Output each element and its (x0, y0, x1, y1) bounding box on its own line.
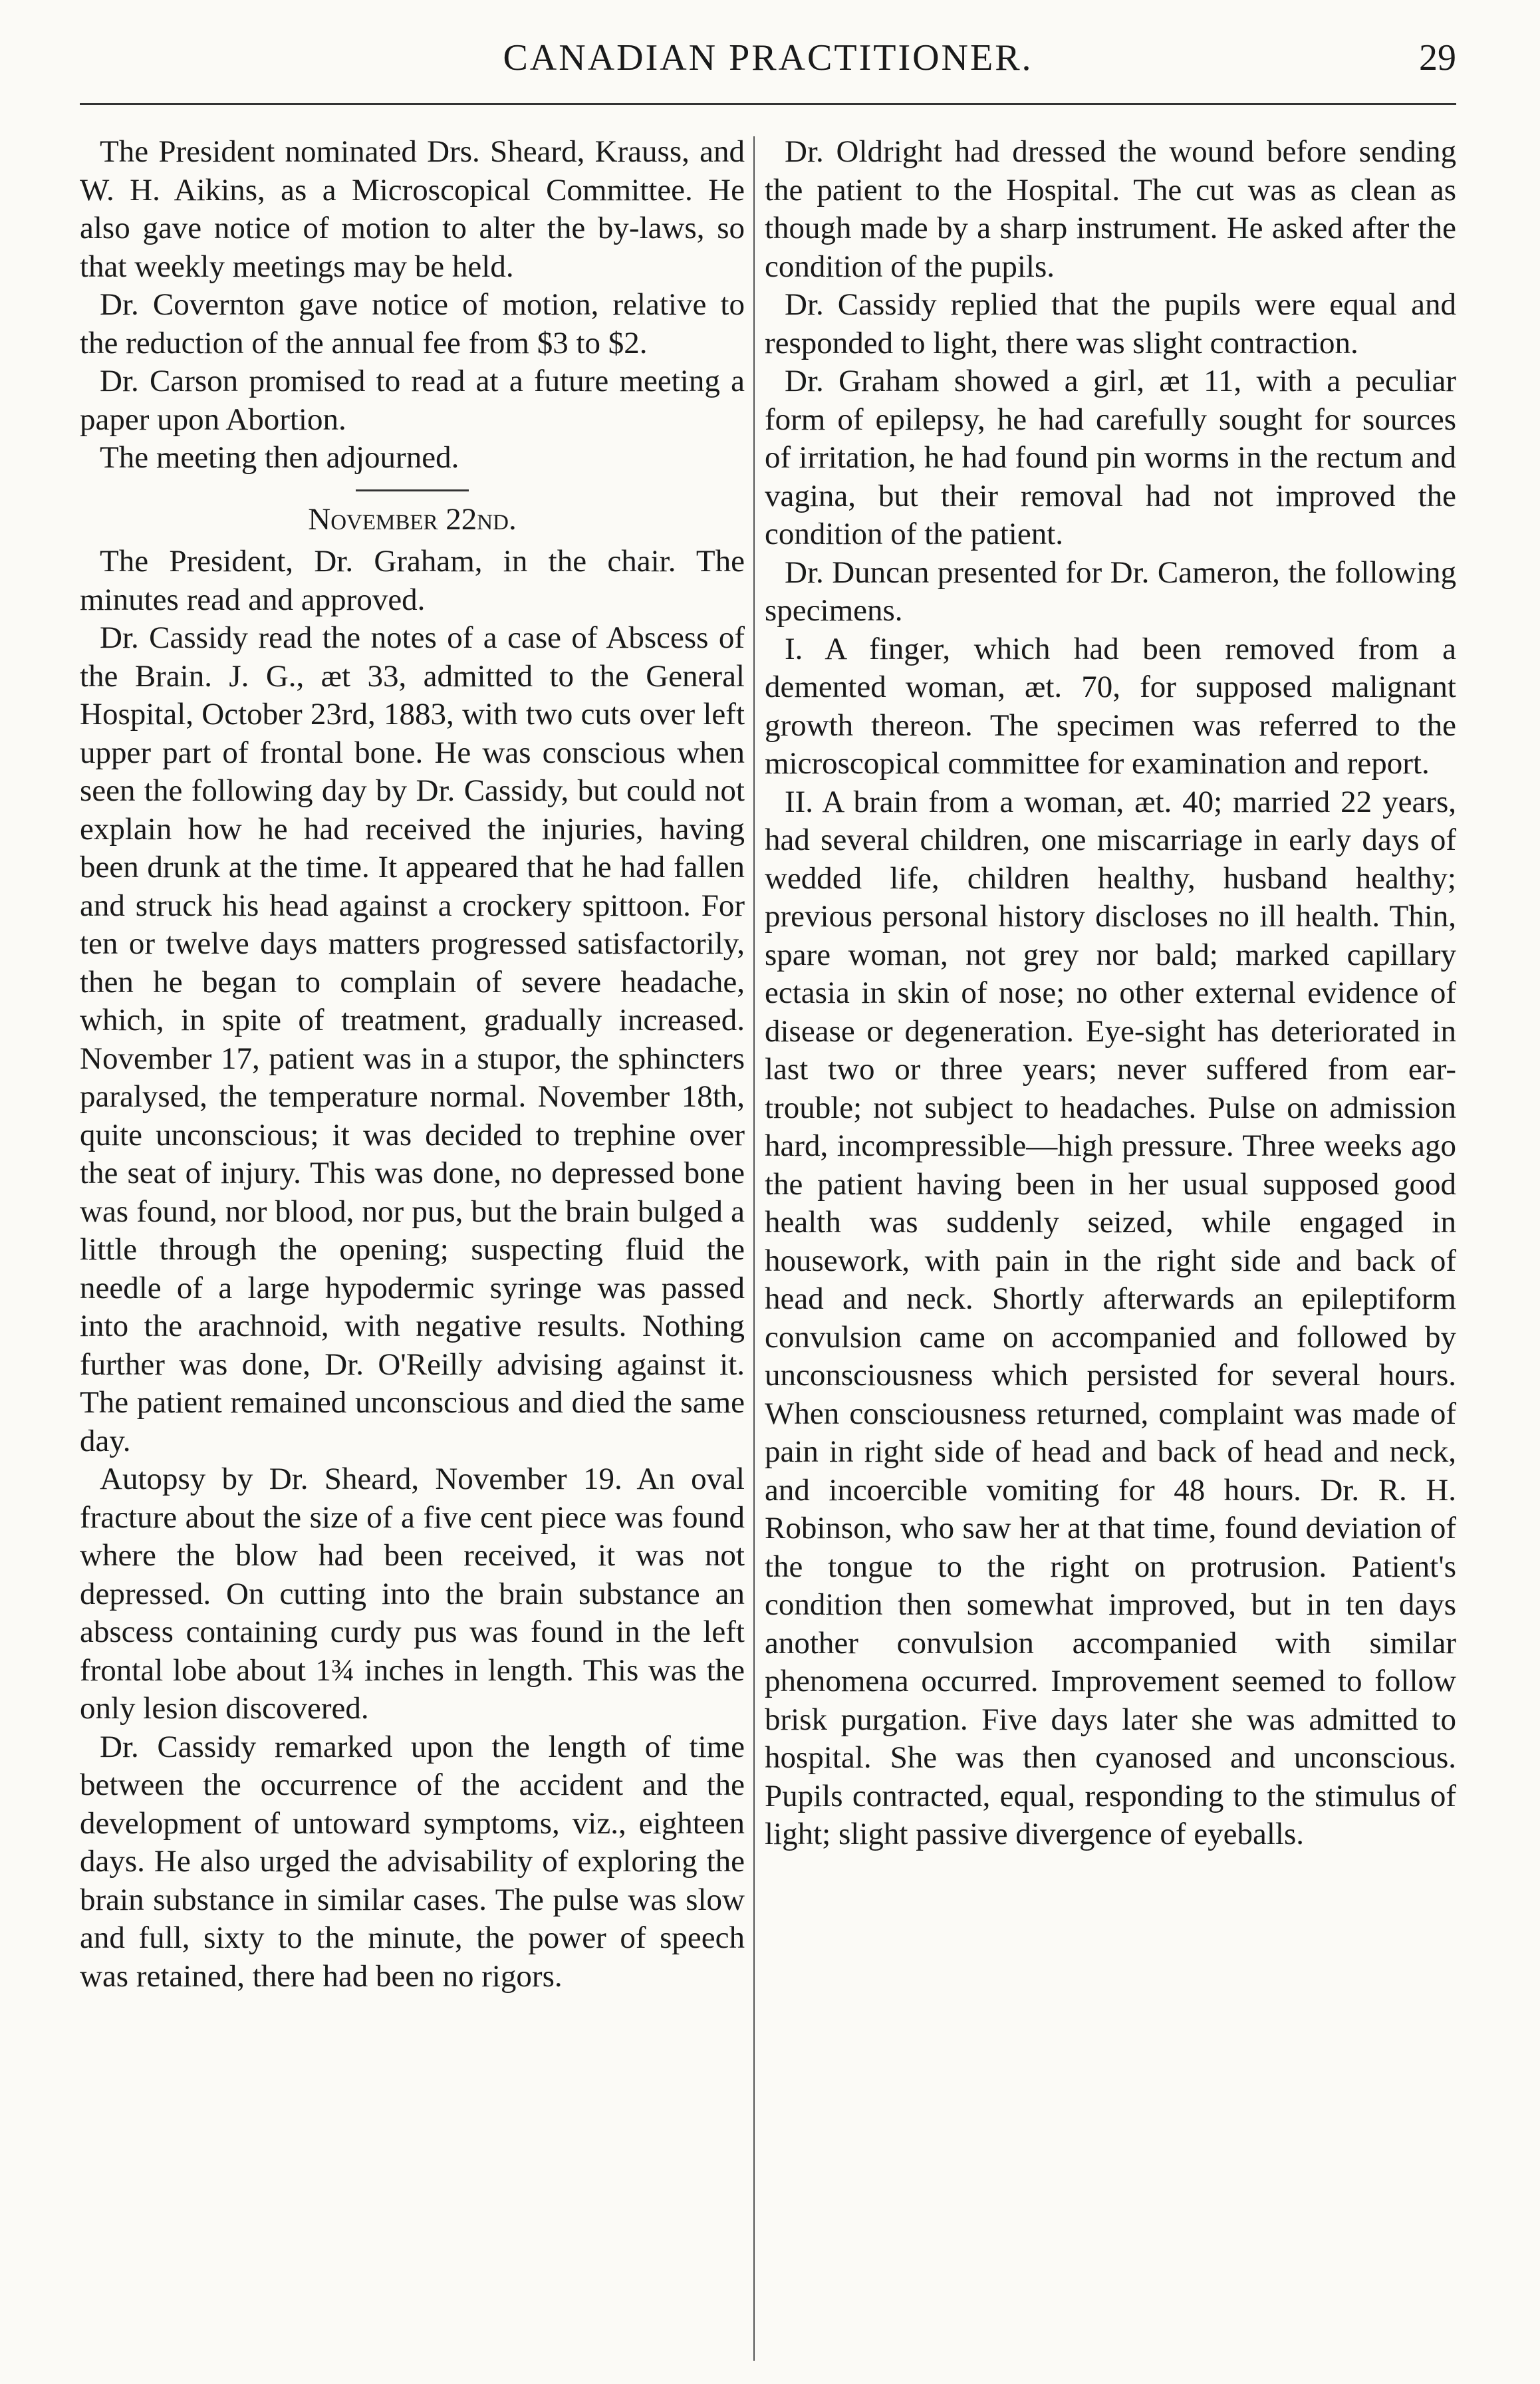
right-column (765, 133, 1456, 1854)
paragraph: Dr. Graham showed a girl, æt 11, with a peculiar form of epilepsy, he had carefully sought for sources of irritation, he had found pin worms in the rectum and vagina, but their removal had not improved the condition of the patient. (765, 364, 1456, 551)
page-header (80, 37, 1456, 96)
paragraph: Dr. Duncan presented for Dr. Cameron, the following specimens. (765, 555, 1456, 628)
paragraph: Dr. Cassidy read the notes of a case of Abscess of the Brain. J. G., æt 33, admitted to the General Hospital, October 23rd, 1883, with two cuts over left upper part of frontal bone. He was conscious when seen the following day by Dr. Cassidy, but could not explain how he had received the injuries, having been drunk at the time. It appeared that he had fallen and struck his head against a crockery spittoon. For ten or twelve days matters progressed satisfactorily, then he began to complain of severe headache, which, in spite of treatment, gradually increased. November 17, patient was in a stupor, the sphincters paralysed, the temperature normal. November 18th, quite unconscious; it was decided to trephine over the seat of injury. This was done, no depressed bone was found, nor blood, nor pus, but the brain bulged a little through the opening; suspecting fluid the needle of a large hypodermic syringe was passed into the arachnoid, with negative results. Nothing further was done, Dr. O'Reilly advising against it. The patient remained unconscious and died the same day. (80, 620, 745, 1458)
running-title: CANADIAN PRACTITIONER. (503, 37, 1033, 78)
paragraph: Dr. Cassidy remarked upon the length of time between the occurrence of the accident and the development of untoward symptoms, viz., eighteen days. He also urged the advisability of exploring the brain substance in similar cases. The pulse was slow and full, sixty to the minute, the power of speech was retained, there had been no rigors. (80, 1729, 745, 1994)
paragraph: II. A brain from a woman, æt. 40; married 22 years, had several children, one miscarriage in early days of wedded life, children healthy, husband healthy; previous personal history discloses no ill health. Thin, spare woman, not grey nor bald; marked capillary ectasia in skin of nose; no other external evidence of disease or degeneration. Eye-sight has deteriorated in last two or three years; never suffered from ear-trouble; not subject to headaches. Pulse on admission hard, incompressible—high pressure. Three weeks ago the patient having been in her usual supposed good health was suddenly seized, while engaged in housework, with pain in the right side and back of head and neck. Shortly afterwards an epileptiform convulsion came on accompanied and followed by unconsciousness which persisted for several hours. When consciousness returned, complaint was made of pain in right side of head and back of head and neck, and incoercible vomiting for 48 hours. Dr. R. H. Robinson, who saw her at that time, found deviation of the tongue to the right on protrusion. Patient's condition then somewhat improved, but in ten days another convulsion accompanied with similar phenomena occurred. Improvement seemed to follow brisk purgation. Five days later she was admitted to hospital. She was then cyanosed and unconscious. Pupils contracted, equal, responding to the stimulus of light; slight passive divergence of eyeballs. (765, 784, 1456, 1851)
section-divider (356, 489, 469, 491)
column-divider (753, 136, 755, 2361)
paragraph: The meeting then adjourned. (100, 440, 459, 475)
left-column (80, 133, 745, 1996)
paragraph: I. A finger, which had been removed from a demented woman, æt. 70, for supposed malignant growth thereon. The specimen was referred to the microscopical committee for examination and report. (765, 631, 1456, 781)
paragraph: The President, Dr. Graham, in the chair. The minutes read and approved. (80, 544, 745, 617)
section-date-heading: November 22nd. (308, 501, 517, 537)
paragraph: The President nominated Drs. Sheard, Krauss, and W. H. Aikins, as a Microscopical Committee. He also gave notice of motion to alter the by-laws, so that weekly meetings may be held. (80, 134, 745, 284)
header-rule (80, 103, 1456, 105)
paragraph: Dr. Cassidy replied that the pupils were equal and responded to light, there was slight contraction. (765, 287, 1456, 360)
paragraph: Dr. Oldright had dressed the wound before sending the patient to the Hospital. The cut was as clean as though made by a sharp instrument. He asked after the condition of the pupils. (765, 134, 1456, 284)
page-number: 29 (1419, 37, 1456, 78)
paragraph: Dr. Covernton gave notice of motion, relative to the reduction of the annual fee from $3 to $2. (80, 287, 745, 360)
paragraph: Autopsy by Dr. Sheard, November 19. An oval fracture about the size of a five cent piece was found where the blow had been received, it was not depressed. On cutting into the brain substance an abscess containing curdy pus was found in the left frontal lobe about 1¾ inches in length. This was the only lesion discovered. (80, 1462, 745, 1726)
paragraph: Dr. Carson promised to read at a future meeting a paper upon Abortion. (80, 364, 745, 437)
